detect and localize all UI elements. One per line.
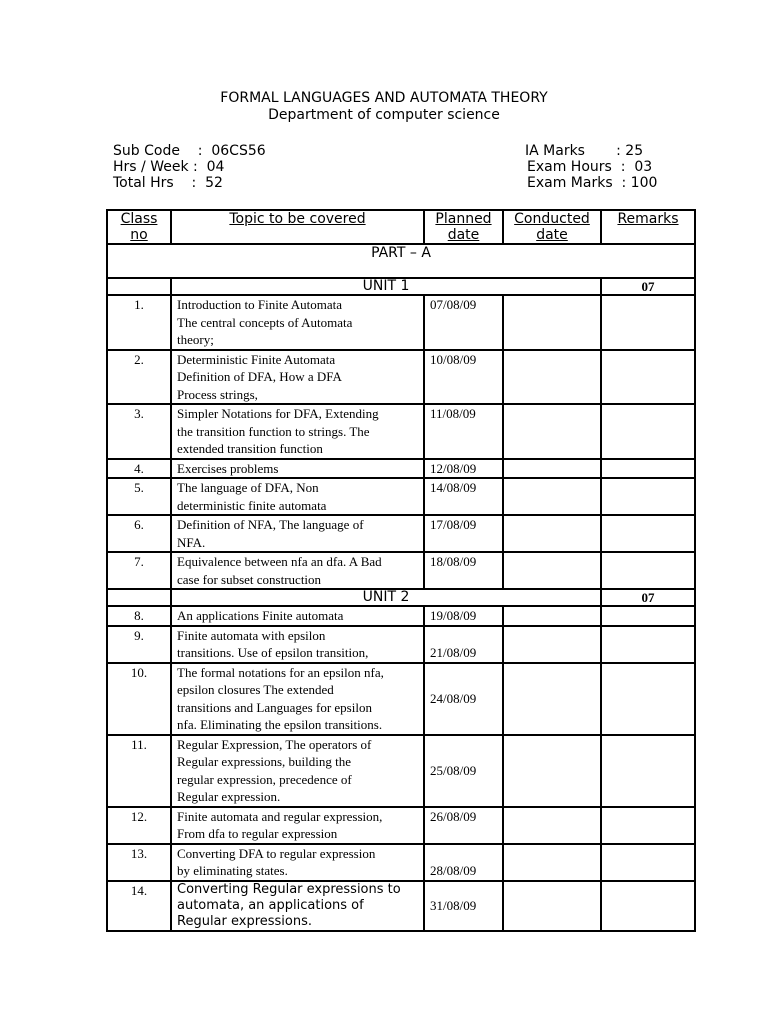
cell-line: Converting DFA to regular expression — [177, 845, 376, 861]
cell-line: NFA. — [177, 534, 206, 550]
table-row — [107, 735, 695, 807]
cell-line: Finite automata with epsilon — [177, 627, 326, 643]
class-no: 4. — [107, 459, 171, 479]
planned-date-value: 14/08/09 — [430, 480, 477, 495]
topic — [171, 459, 424, 479]
class-no: 2. — [107, 350, 171, 405]
planned-date — [424, 552, 503, 589]
cell-line: Deterministic Finite Automata — [177, 351, 336, 367]
topic — [171, 404, 424, 459]
planned-date — [424, 459, 503, 479]
part-row — [107, 244, 695, 278]
class-no: 3. — [107, 404, 171, 459]
conducted-date — [503, 404, 601, 459]
cell-line: theory; — [177, 332, 214, 347]
conducted-date — [503, 626, 601, 663]
cell-line: automata, an applications of — [177, 897, 364, 913]
cell-line: Definition of DFA, How a DFA — [177, 369, 342, 384]
planned-date — [424, 350, 503, 405]
cell-line: regular expression, precedence of — [177, 771, 352, 787]
planned-date — [424, 626, 503, 663]
topic — [171, 844, 424, 881]
class-no: 7. — [107, 552, 171, 589]
conducted-date — [503, 478, 601, 515]
cell-line: transitions and Languages for epsilon — [177, 699, 372, 715]
planned-date-value: 25/08/09 — [430, 762, 477, 778]
planned-date — [424, 295, 503, 350]
table-row — [107, 295, 695, 350]
remarks — [601, 404, 695, 459]
planned-date-value: 19/08/09 — [430, 608, 477, 623]
topic — [171, 515, 424, 552]
remarks — [601, 459, 695, 479]
planned-date — [424, 478, 503, 515]
remarks — [601, 881, 695, 931]
topic — [171, 735, 424, 807]
schedule-table — [106, 209, 696, 932]
sub-code: Sub Code : 06CS56 — [113, 143, 266, 159]
topic — [171, 807, 424, 844]
planned-date-value: 31/08/09 — [430, 897, 477, 913]
planned-date — [424, 807, 503, 844]
cell-line: nfa. Eliminating the epsilon transitions. — [177, 717, 383, 732]
conducted-date — [503, 844, 601, 881]
topic — [171, 478, 424, 515]
planned-date — [424, 735, 503, 807]
unit-row — [107, 278, 695, 295]
remarks — [601, 807, 695, 844]
cell-line: Regular expressions. — [177, 913, 313, 929]
document-title: FORMAL LANGUAGES AND AUTOMATA THEORY — [220, 90, 548, 106]
class-no: 10. — [107, 663, 171, 735]
planned-date-header — [424, 210, 503, 244]
class-no: 1. — [107, 295, 171, 350]
topic — [171, 663, 424, 735]
table-row — [107, 626, 695, 663]
cell-line: Finite automata and regular expression, — [177, 808, 383, 824]
conducted-date — [503, 735, 601, 807]
cell-line: Regular Expression, The operators of — [177, 736, 372, 752]
cell-line: epsilon closures The extended — [177, 682, 334, 697]
planned-date-value: 24/08/09 — [430, 690, 477, 706]
part-label: PART – A — [107, 244, 695, 278]
conducted-date — [503, 552, 601, 589]
planned-date — [424, 663, 503, 735]
conducted-date — [503, 606, 601, 626]
unit-blank — [107, 278, 171, 295]
conducted-date — [503, 881, 601, 931]
planned-date — [424, 515, 503, 552]
class-no: 14. — [107, 881, 171, 931]
cell-line: case for subset construction — [177, 571, 322, 587]
class-no: 9. — [107, 626, 171, 663]
remarks — [601, 663, 695, 735]
remarks — [601, 626, 695, 663]
remarks — [601, 606, 695, 626]
class-no: 11. — [107, 735, 171, 807]
planned-date-value: 18/08/09 — [430, 554, 477, 569]
planned-date-value: 21/08/09 — [430, 645, 477, 660]
planned-date-value: 10/08/09 — [430, 351, 477, 367]
class-no: 6. — [107, 515, 171, 552]
cell-line: the transition function to strings. The — [177, 423, 370, 439]
cell-line: date — [536, 227, 568, 243]
table-row — [107, 606, 695, 626]
planned-date-value: 07/08/09 — [430, 297, 477, 312]
conducted-date — [503, 295, 601, 350]
cell-line: Regular expressions, building the — [177, 754, 352, 769]
cell-line: Definition of NFA, The language of — [177, 517, 364, 532]
cell-line: Converting Regular expressions to — [177, 881, 401, 897]
planned-date-value: 11/08/09 — [430, 406, 476, 421]
cell-line: Introduction to Finite Automata — [177, 297, 343, 312]
planned-date-value: 17/08/09 — [430, 517, 477, 532]
document-subtitle: Department of computer science — [268, 107, 500, 123]
planned-date-value: 28/08/09 — [430, 863, 477, 878]
remarks — [601, 295, 695, 350]
cell-line: Remarks — [617, 211, 679, 227]
unit-hours: 07 — [601, 278, 695, 295]
conducted-date — [503, 807, 601, 844]
unit-hours: 07 — [601, 589, 695, 606]
cell-line: Simpler Notations for DFA, Extending — [177, 406, 379, 421]
topic — [171, 295, 424, 350]
topic — [171, 350, 424, 405]
table-row — [107, 350, 695, 405]
unit-label: UNIT 1 — [171, 278, 601, 295]
unit-row — [107, 589, 695, 606]
planned-date — [424, 606, 503, 626]
conducted-date — [503, 515, 601, 552]
hrs-per-week: Hrs / Week : 04 — [113, 159, 225, 175]
remarks — [601, 478, 695, 515]
cell-line: Topic to be covered — [229, 211, 366, 227]
cell-line: An applications Finite automata — [177, 608, 344, 623]
cell-line: Regular expression. — [177, 789, 281, 804]
topic — [171, 552, 424, 589]
table-row — [107, 404, 695, 459]
conducted-date — [503, 663, 601, 735]
table-row — [107, 881, 695, 931]
unit-blank — [107, 589, 171, 606]
class-no: 8. — [107, 606, 171, 626]
planned-date — [424, 881, 503, 931]
ia-marks: IA Marks : 25 — [525, 143, 644, 159]
conducted-date-header — [503, 210, 601, 244]
cell-line: Process strings, — [177, 386, 258, 402]
table-row — [107, 807, 695, 844]
cell-line: by eliminating states. — [177, 863, 288, 878]
topic — [171, 606, 424, 626]
topic — [171, 626, 424, 663]
conducted-date — [503, 350, 601, 405]
table-row — [107, 552, 695, 589]
cell-line: The formal notations for an epsilon nfa, — [177, 664, 384, 680]
cell-line: extended transition function — [177, 441, 323, 456]
remarks — [601, 350, 695, 405]
header-row — [107, 210, 695, 244]
cell-line: The language of DFA, Non — [177, 480, 319, 495]
planned-date — [424, 844, 503, 881]
remarks — [601, 552, 695, 589]
table-row — [107, 515, 695, 552]
remarks — [601, 844, 695, 881]
cell-line: Planned — [435, 211, 492, 227]
cell-line: date — [447, 227, 480, 243]
planned-date — [424, 404, 503, 459]
exam-marks: Exam Marks : 100 — [527, 175, 658, 191]
planned-date-value: 26/08/09 — [430, 808, 477, 824]
class-no: 13. — [107, 844, 171, 881]
table-row — [107, 844, 695, 881]
total-hrs: Total Hrs : 52 — [113, 175, 223, 191]
table-row — [107, 478, 695, 515]
conducted-date — [503, 459, 601, 479]
cell-line: From dfa to regular expression — [177, 826, 338, 841]
class-no: 5. — [107, 478, 171, 515]
cell-line: The central concepts of Automata — [177, 314, 353, 330]
cell-line: transitions. Use of epsilon transition, — [177, 645, 369, 660]
cell-line: Class — [120, 211, 158, 227]
cell-line: Equivalence between nfa an dfa. A Bad — [177, 554, 382, 569]
class-no-header — [107, 210, 171, 244]
table-row — [107, 663, 695, 735]
exam-hours: Exam Hours : 03 — [527, 159, 653, 175]
remarks — [601, 515, 695, 552]
topic-header — [171, 210, 424, 244]
table-row — [107, 459, 695, 479]
topic — [171, 881, 424, 931]
cell-line: deterministic finite automata — [177, 497, 327, 513]
unit-label: UNIT 2 — [171, 589, 601, 606]
cell-line: Exercises problems — [177, 460, 279, 476]
remarks — [601, 735, 695, 807]
planned-date-value: 12/08/09 — [430, 460, 477, 476]
cell-line: Conducted — [514, 211, 590, 227]
cell-line: no — [130, 227, 148, 243]
remarks-header — [601, 210, 695, 244]
class-no: 12. — [107, 807, 171, 844]
